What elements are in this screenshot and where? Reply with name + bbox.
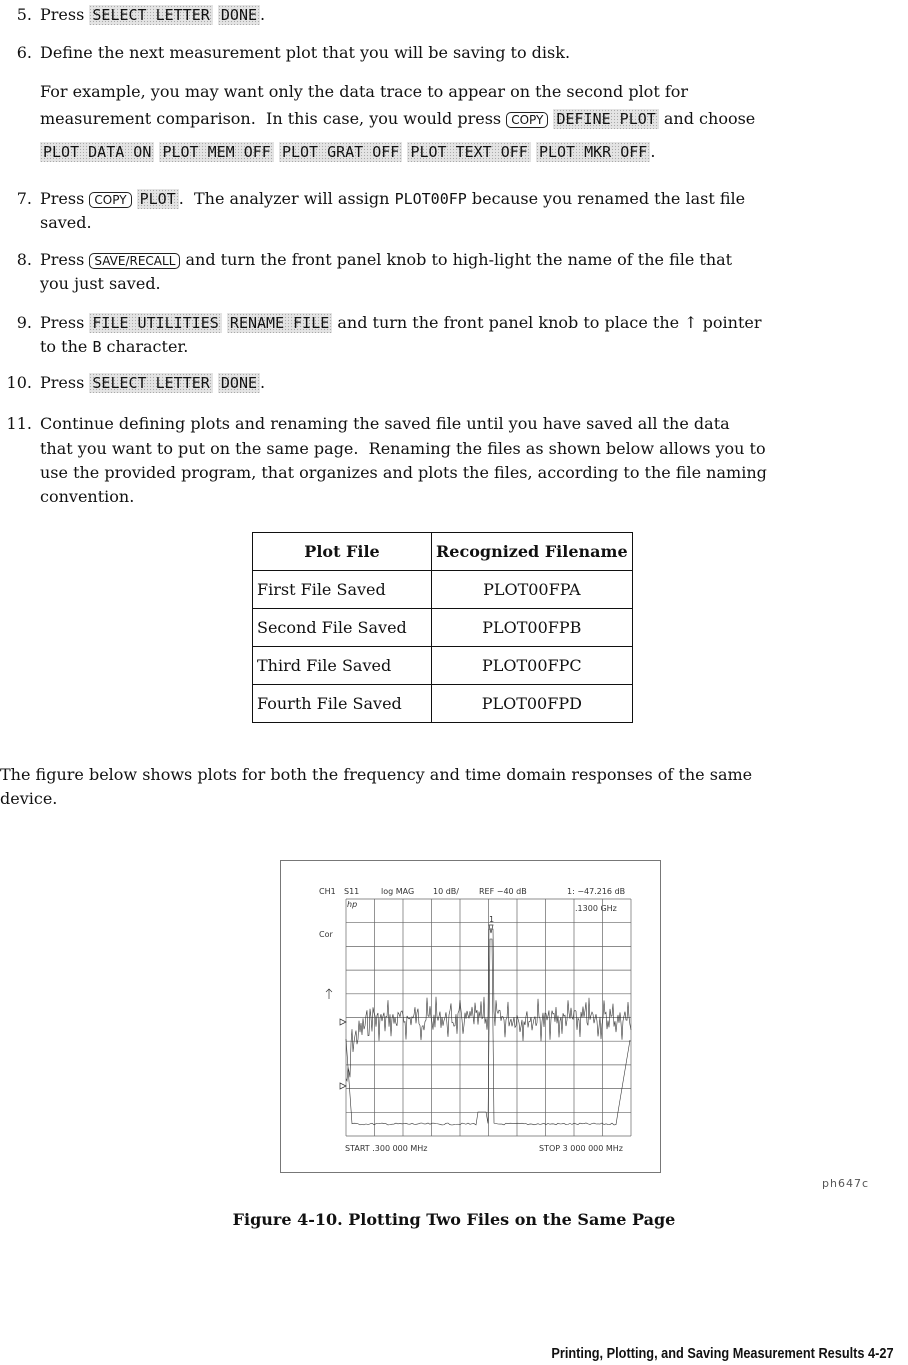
step-line	[40, 463, 767, 483]
text: and turn the front panel knob to place the ↑ pointer	[332, 313, 762, 332]
text: convention.	[40, 487, 135, 506]
softkey-label: PLOT DATA ON	[40, 142, 154, 162]
step-line	[40, 109, 755, 130]
channel-label: CH1	[319, 887, 336, 896]
cell: PLOT00FPA	[432, 571, 633, 609]
cell: Fourth File Saved	[253, 685, 432, 723]
text: Continue defining plots and renaming the saved file until you have saved all the data	[40, 414, 730, 433]
softkey-label: PLOT	[137, 189, 179, 209]
softkey-label: FILE UTILITIES	[89, 313, 221, 333]
text: For example, you may want only the data trace to appear on the second plot for	[40, 82, 689, 101]
text: measurement comparison. In this case, you would press	[40, 109, 507, 128]
step-line	[40, 439, 766, 459]
text: Press	[40, 5, 90, 24]
time-domain-trace	[346, 939, 630, 1125]
softkey-label: DEFINE PLOT	[553, 109, 658, 129]
text: use the provided program, that organizes and plots the files, according to the file naming	[40, 463, 767, 482]
body-text: device.	[0, 789, 58, 808]
softkey-label: PLOT TEXT OFF	[407, 142, 530, 162]
step-line	[40, 213, 92, 233]
text: .	[650, 142, 656, 161]
ref-label: REF −40 dB	[479, 887, 527, 896]
text: because you renamed the last file	[466, 189, 746, 208]
softkey-label: PLOT MEM OFF	[159, 142, 273, 162]
step-number: 10.	[6, 373, 32, 392]
softkey-label: SELECT LETTER	[89, 373, 212, 393]
hp-logo: hp	[347, 900, 358, 909]
text: Press	[40, 313, 90, 332]
hardkey-label: COPY	[506, 112, 548, 128]
text: that you want to put on the same page. Renaming the files as shown below allows you to	[40, 439, 766, 458]
filename-text: PLOT00FP	[394, 190, 467, 208]
figure-id: ph647c	[822, 1177, 869, 1190]
text: .	[260, 373, 266, 392]
text: saved.	[40, 213, 92, 232]
cell: First File Saved	[253, 571, 432, 609]
page-footer: Printing, Plotting, and Saving Measurement Results 4-27	[551, 1345, 894, 1362]
col-header: Recognized Filename	[432, 533, 633, 571]
text: Press	[40, 189, 90, 208]
cell: Third File Saved	[253, 647, 432, 685]
table-row	[253, 685, 633, 723]
text: Define the next measurement plot that you will be saving to disk.	[40, 43, 571, 62]
step-number: 6.	[16, 43, 32, 62]
step-line	[40, 189, 745, 210]
text: and choose	[658, 109, 756, 128]
marker-number: 1	[489, 915, 495, 924]
step-number: 8.	[16, 250, 32, 269]
hardkey-label: SAVE/RECALL	[89, 253, 180, 269]
correction-label: Cor	[319, 930, 333, 939]
text: to the	[40, 337, 93, 356]
marker-frequency: .1300 GHz	[575, 904, 617, 913]
step-line	[40, 82, 688, 102]
step-line	[40, 5, 265, 25]
text: .	[260, 5, 266, 24]
filename-table	[252, 532, 633, 723]
format-label: log MAG	[381, 887, 415, 896]
text: character.	[101, 337, 189, 356]
hardkey-label: COPY	[89, 192, 131, 208]
cell: PLOT00FPB	[432, 609, 633, 647]
step-number: 9.	[16, 313, 32, 332]
filename-text: B	[92, 338, 102, 356]
text	[132, 189, 137, 208]
text: Press	[40, 373, 90, 392]
step-number: 5.	[16, 5, 32, 24]
softkey-label: PLOT MKR OFF	[536, 142, 650, 162]
step-line	[40, 313, 762, 333]
softkey-label: RENAME FILE	[227, 313, 332, 333]
col-header: Plot File	[253, 533, 432, 571]
scale-label: 10 dB/	[433, 887, 459, 896]
cell: Second File Saved	[253, 609, 432, 647]
step-line	[40, 337, 188, 357]
softkey-label: DONE	[218, 5, 260, 25]
analyzer-plot-figure	[280, 860, 661, 1173]
ref-position-icon	[340, 1019, 346, 1025]
active-arrow-icon	[326, 989, 332, 999]
param-label: S11	[344, 887, 360, 896]
step-number: 11.	[6, 414, 32, 433]
table-row	[253, 571, 633, 609]
step-line	[40, 142, 655, 162]
step-number: 7.	[16, 189, 32, 208]
table-row	[253, 647, 633, 685]
softkey-label: PLOT GRAT OFF	[279, 142, 402, 162]
step-line	[40, 414, 730, 434]
softkey-label: SELECT LETTER	[89, 5, 212, 25]
start-frequency: START .300 000 MHz	[345, 1144, 428, 1153]
cell: PLOT00FPC	[432, 647, 633, 685]
ref-position-icon	[340, 1083, 346, 1089]
table-row	[253, 609, 633, 647]
step-line	[40, 274, 161, 294]
step-line	[40, 43, 570, 63]
figure-caption: Figure 4-10. Plotting Two Files on the Same Page	[232, 1210, 676, 1229]
stop-frequency: STOP 3 000 000 MHz	[539, 1144, 624, 1153]
text: . The analyzer will assign	[178, 189, 395, 208]
cell: PLOT00FPD	[432, 685, 633, 723]
softkey-label: DONE	[218, 373, 260, 393]
text: Press	[40, 250, 90, 269]
text: and turn the front panel knob to high-light the name of the file that	[180, 250, 733, 269]
step-line	[40, 250, 732, 271]
text: you just saved.	[40, 274, 161, 293]
body-text: The figure below shows plots for both the frequency and time domain responses of the same	[0, 765, 753, 784]
step-line	[40, 373, 265, 393]
step-line	[40, 487, 134, 507]
marker-readout: 1: −47.216 dB	[567, 887, 626, 896]
plot-graticule	[281, 861, 660, 1172]
